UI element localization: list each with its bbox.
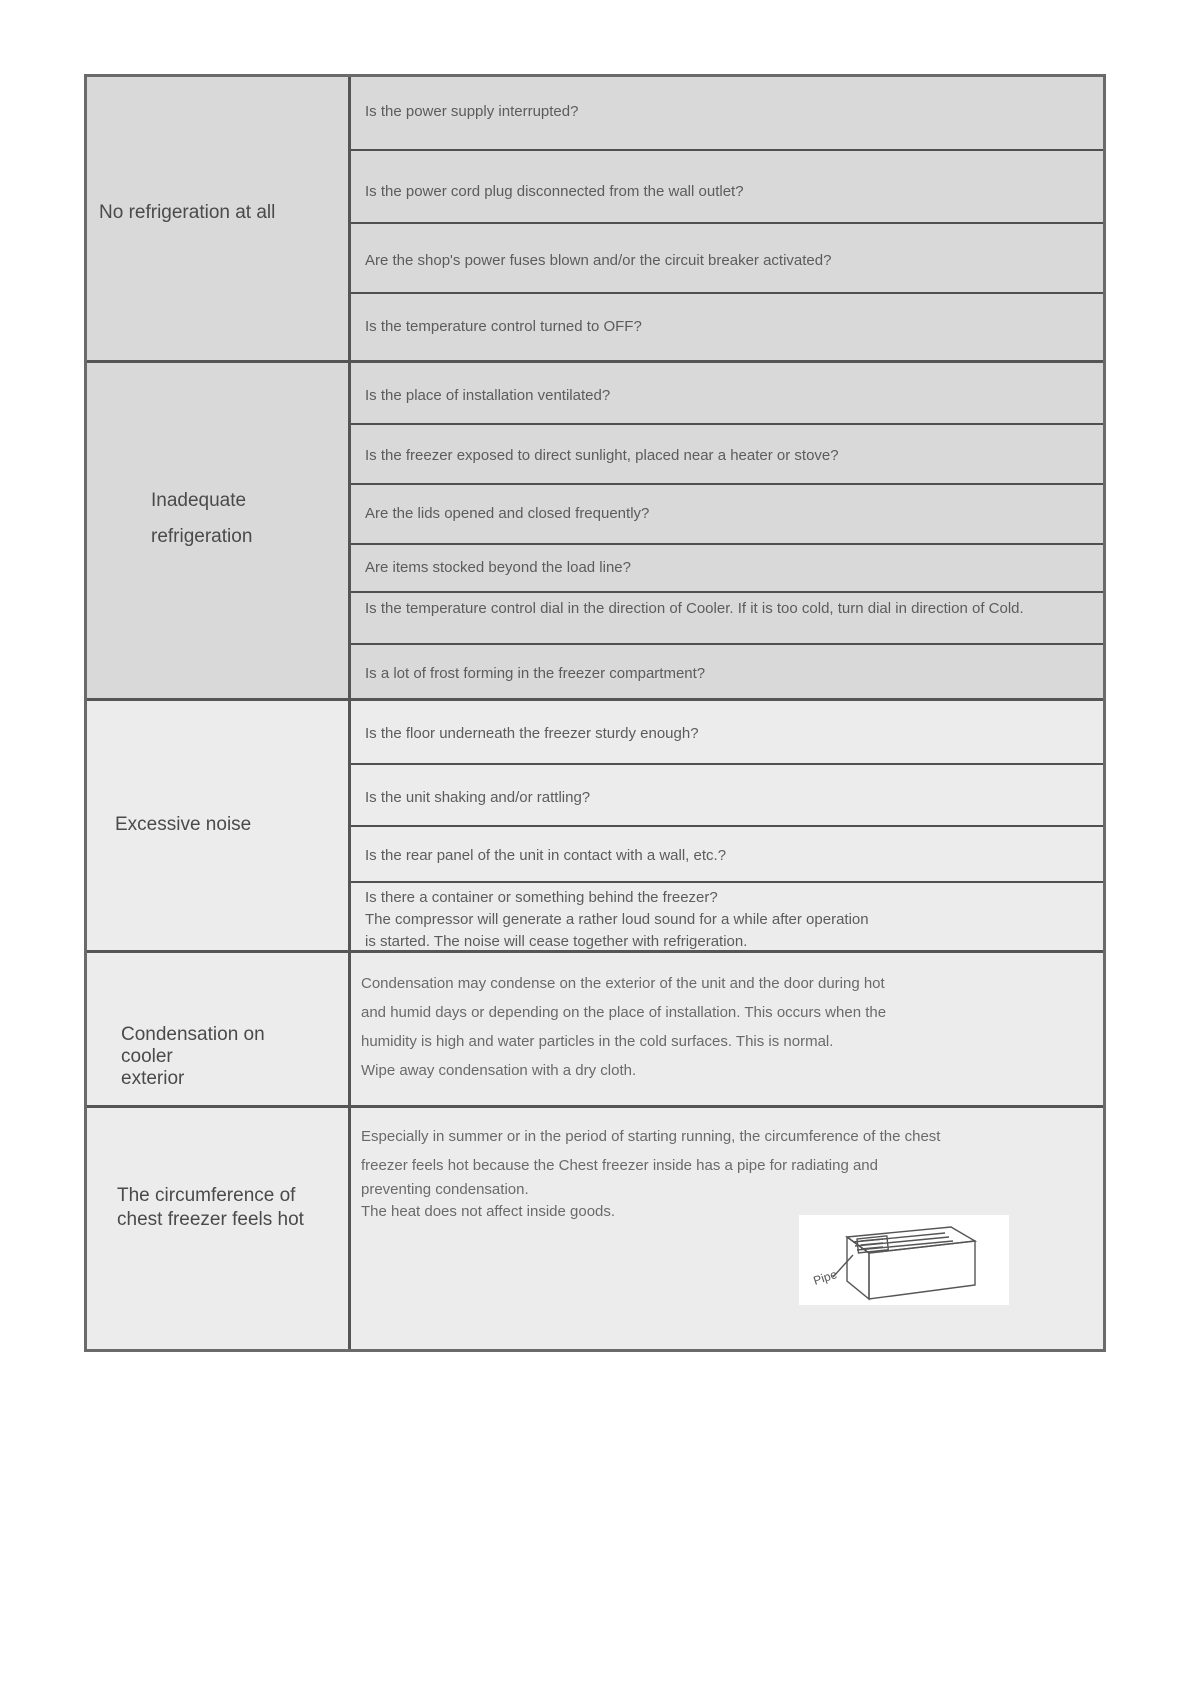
circumference-line: Especially in summer or in the period of starting running, the circumference of the chest (361, 1128, 941, 1145)
question-row: Is the power supply interrupted? (365, 103, 579, 120)
section-condensation (87, 950, 1103, 1105)
question-row: Is the unit shaking and/or rattling? (351, 763, 1103, 825)
circumference-line: freezer feels hot because the Chest freezer inside has a pipe for radiating and (361, 1157, 878, 1174)
chest-freezer-pipe-diagram (799, 1215, 1009, 1305)
circumference-line: preventing condensation. (361, 1181, 529, 1198)
label-text: The circumference of (117, 1185, 296, 1206)
question-row: Is the temperature control turned to OFF? (351, 292, 1103, 360)
section-label (87, 953, 351, 1105)
question-row: Are the shop's power fuses blown and/or the circuit breaker activated? (351, 222, 1103, 292)
section-inadequate-refrigeration (87, 360, 1103, 698)
question-row: Are items stocked beyond the load line? (351, 543, 1103, 591)
section-circumference-hot (87, 1105, 1103, 1349)
label-text: No refrigeration at all (99, 202, 276, 223)
noise-note-line: is started. The noise will cease together with refrigeration. (365, 933, 748, 950)
label-text: Condensation on (121, 1024, 265, 1045)
condensation-line: humidity is high and water particles in the cold surfaces. This is normal. (361, 1033, 834, 1050)
question-row: Is the floor underneath the freezer sturdy enough? (365, 725, 699, 742)
section-excessive-noise (87, 698, 1103, 950)
troubleshooting-table (84, 74, 1106, 1352)
condensation-line: Wipe away condensation with a dry cloth. (361, 1062, 637, 1079)
question-row (351, 881, 1103, 953)
label-text: chest freezer feels hot (117, 1209, 304, 1230)
section-label (87, 701, 351, 950)
label-text: Inadequate (151, 490, 247, 511)
figure-label: Pipe (811, 1267, 839, 1288)
question-row: Is the freezer exposed to direct sunlight, placed near a heater or stove? (351, 423, 1103, 483)
noise-note-line: The compressor will generate a rather loud sound for a while after operation (365, 911, 869, 928)
question-row: Are the lids opened and closed frequently? (351, 483, 1103, 543)
question-row: Is the power cord plug disconnected from the wall outlet? (351, 149, 1103, 222)
question-row: Is the place of installation ventilated? (365, 387, 611, 404)
condensation-line: and humid days or depending on the place of installation. This occurs when the (361, 1004, 887, 1021)
question-row: Is the rear panel of the unit in contact with a wall, etc.? (351, 825, 1103, 881)
section-label (87, 77, 351, 360)
question-row: Is the temperature control dial in the direction of Cooler. If it is too cold, turn dial in direction of Cold. (351, 591, 1103, 643)
noise-note-line: Is there a container or something behind the freezer? (365, 889, 718, 906)
label-text: Excessive noise (115, 814, 252, 835)
section-label (87, 1108, 351, 1349)
question-row: Is a lot of frost forming in the freezer compartment? (351, 643, 1103, 701)
label-text: exterior (121, 1068, 185, 1089)
section-no-refrigeration (87, 77, 1103, 360)
circumference-line: The heat does not affect inside goods. (361, 1203, 616, 1220)
condensation-line: Condensation may condense on the exterior of the unit and the door during hot (361, 975, 885, 992)
label-text: refrigeration (151, 526, 253, 547)
section-label (87, 363, 351, 698)
label-text: cooler (121, 1046, 173, 1067)
